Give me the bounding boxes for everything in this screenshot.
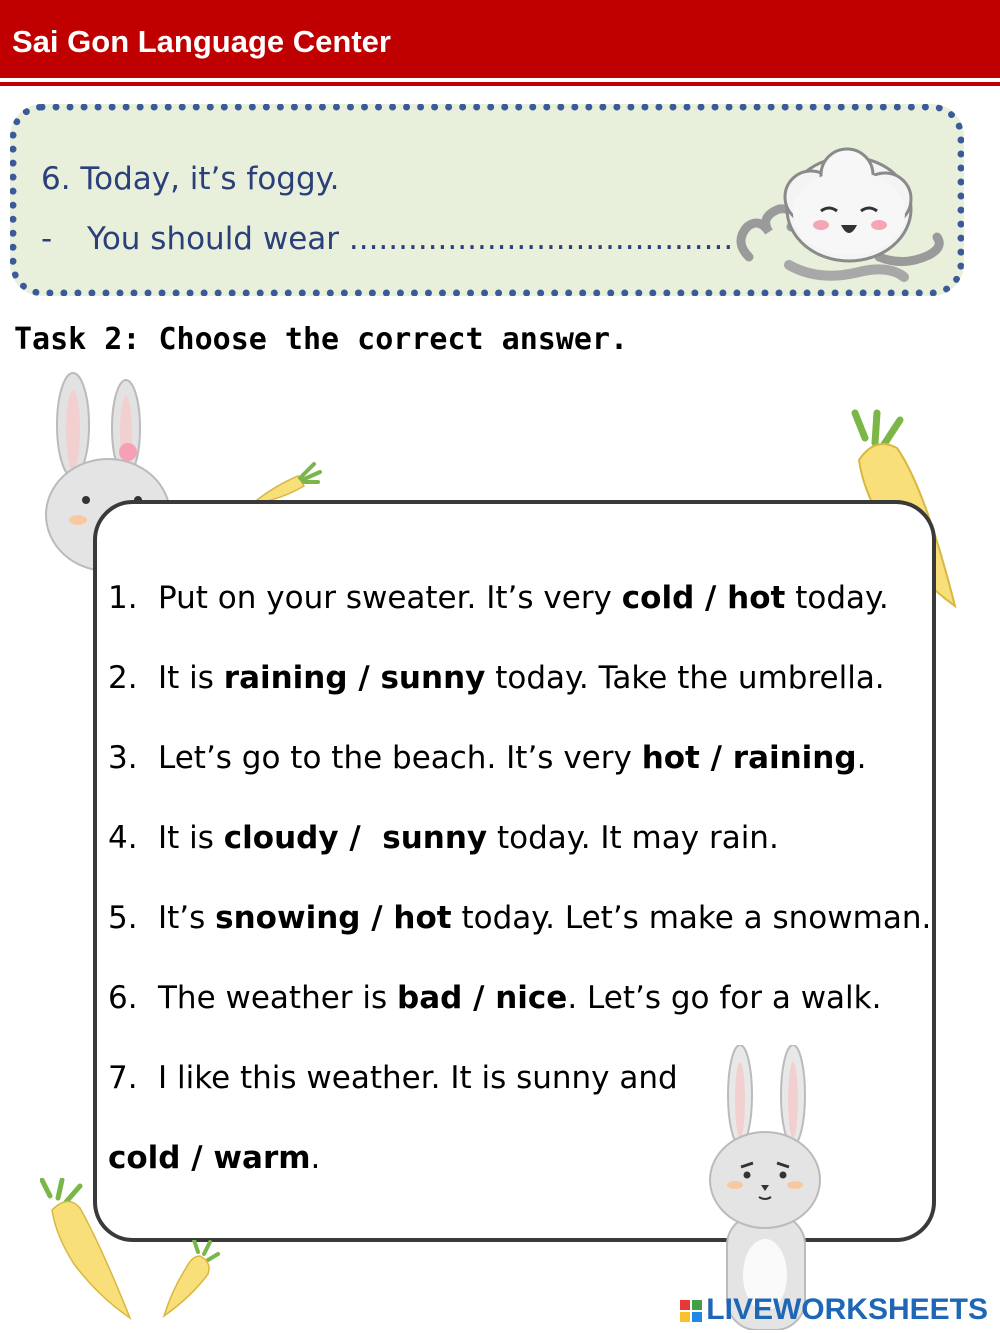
item-text-after: today. It may rain. bbox=[487, 820, 779, 856]
item-choice[interactable]: hot / raining bbox=[641, 740, 857, 776]
question-6: 6. Today, it’s foggy. bbox=[41, 161, 340, 197]
item-number: 1. bbox=[108, 580, 138, 616]
foggy-cloud-icon bbox=[729, 147, 959, 295]
item-text-after: today. Take the umbrella. bbox=[485, 660, 885, 696]
item-text: It is bbox=[158, 820, 224, 856]
task2-item-6 bbox=[108, 980, 881, 1016]
item-choice[interactable]: bad / nice bbox=[397, 980, 568, 1016]
liveworksheets-logo-icon bbox=[680, 1300, 702, 1322]
item-number: 4. bbox=[108, 820, 138, 856]
task2-item-4 bbox=[108, 820, 779, 856]
item-text: I like this weather. It is sunny and bbox=[158, 1060, 678, 1096]
item-text: Put on your sweater. It’s very bbox=[158, 580, 622, 616]
item-text-after: . bbox=[310, 1140, 321, 1176]
item-text: It is bbox=[158, 660, 224, 696]
task2-item-5 bbox=[108, 900, 931, 936]
item-choice[interactable]: cold / hot bbox=[621, 580, 786, 616]
header-divider bbox=[0, 82, 1000, 86]
item-number: 5. bbox=[108, 900, 138, 936]
item-number: 3. bbox=[108, 740, 138, 776]
item-text: Let’s go to the beach. It’s very bbox=[158, 740, 642, 776]
liveworksheets-watermark bbox=[680, 1293, 988, 1327]
task1-box bbox=[10, 104, 964, 296]
task2-item-7-cont bbox=[108, 1140, 320, 1176]
item-text-after: today. Let’s make a snowman. bbox=[451, 900, 932, 936]
carrot-icon bbox=[158, 1240, 220, 1320]
item-choice[interactable]: cloudy / sunny bbox=[223, 820, 488, 856]
item-number: 2. bbox=[108, 660, 138, 696]
item-number: 6. bbox=[108, 980, 138, 1016]
answer-dash: - bbox=[41, 221, 53, 257]
bunny-standing-icon bbox=[705, 1045, 825, 1330]
item-choice[interactable]: cold / warm bbox=[108, 1140, 311, 1176]
answer-prompt bbox=[41, 221, 733, 257]
item-choice[interactable]: snowing / hot bbox=[215, 900, 452, 936]
task2-item-2 bbox=[108, 660, 885, 696]
item-text-after: . Let’s go for a walk. bbox=[567, 980, 882, 1016]
item-text: The weather is bbox=[158, 980, 398, 1016]
item-text-after: today. bbox=[785, 580, 889, 616]
item-number: 7. bbox=[108, 1060, 138, 1096]
item-text: It’s bbox=[158, 900, 216, 936]
task2-item-7 bbox=[108, 1060, 678, 1096]
item-text-after: . bbox=[856, 740, 867, 776]
header-title: Sai Gon Language Center bbox=[12, 24, 391, 59]
task2-item-3 bbox=[108, 740, 866, 776]
item-choice[interactable]: raining / sunny bbox=[223, 660, 486, 696]
watermark-text: LIVEWORKSHEETS bbox=[706, 1293, 988, 1326]
carrot-icon bbox=[40, 1178, 150, 1323]
answer-prompt-text[interactable]: You should wear ....................................... bbox=[87, 221, 734, 257]
header-bar bbox=[0, 0, 1000, 78]
task2-title: Task 2: Choose the correct answer. bbox=[14, 322, 629, 357]
task2-item-1 bbox=[108, 580, 889, 616]
